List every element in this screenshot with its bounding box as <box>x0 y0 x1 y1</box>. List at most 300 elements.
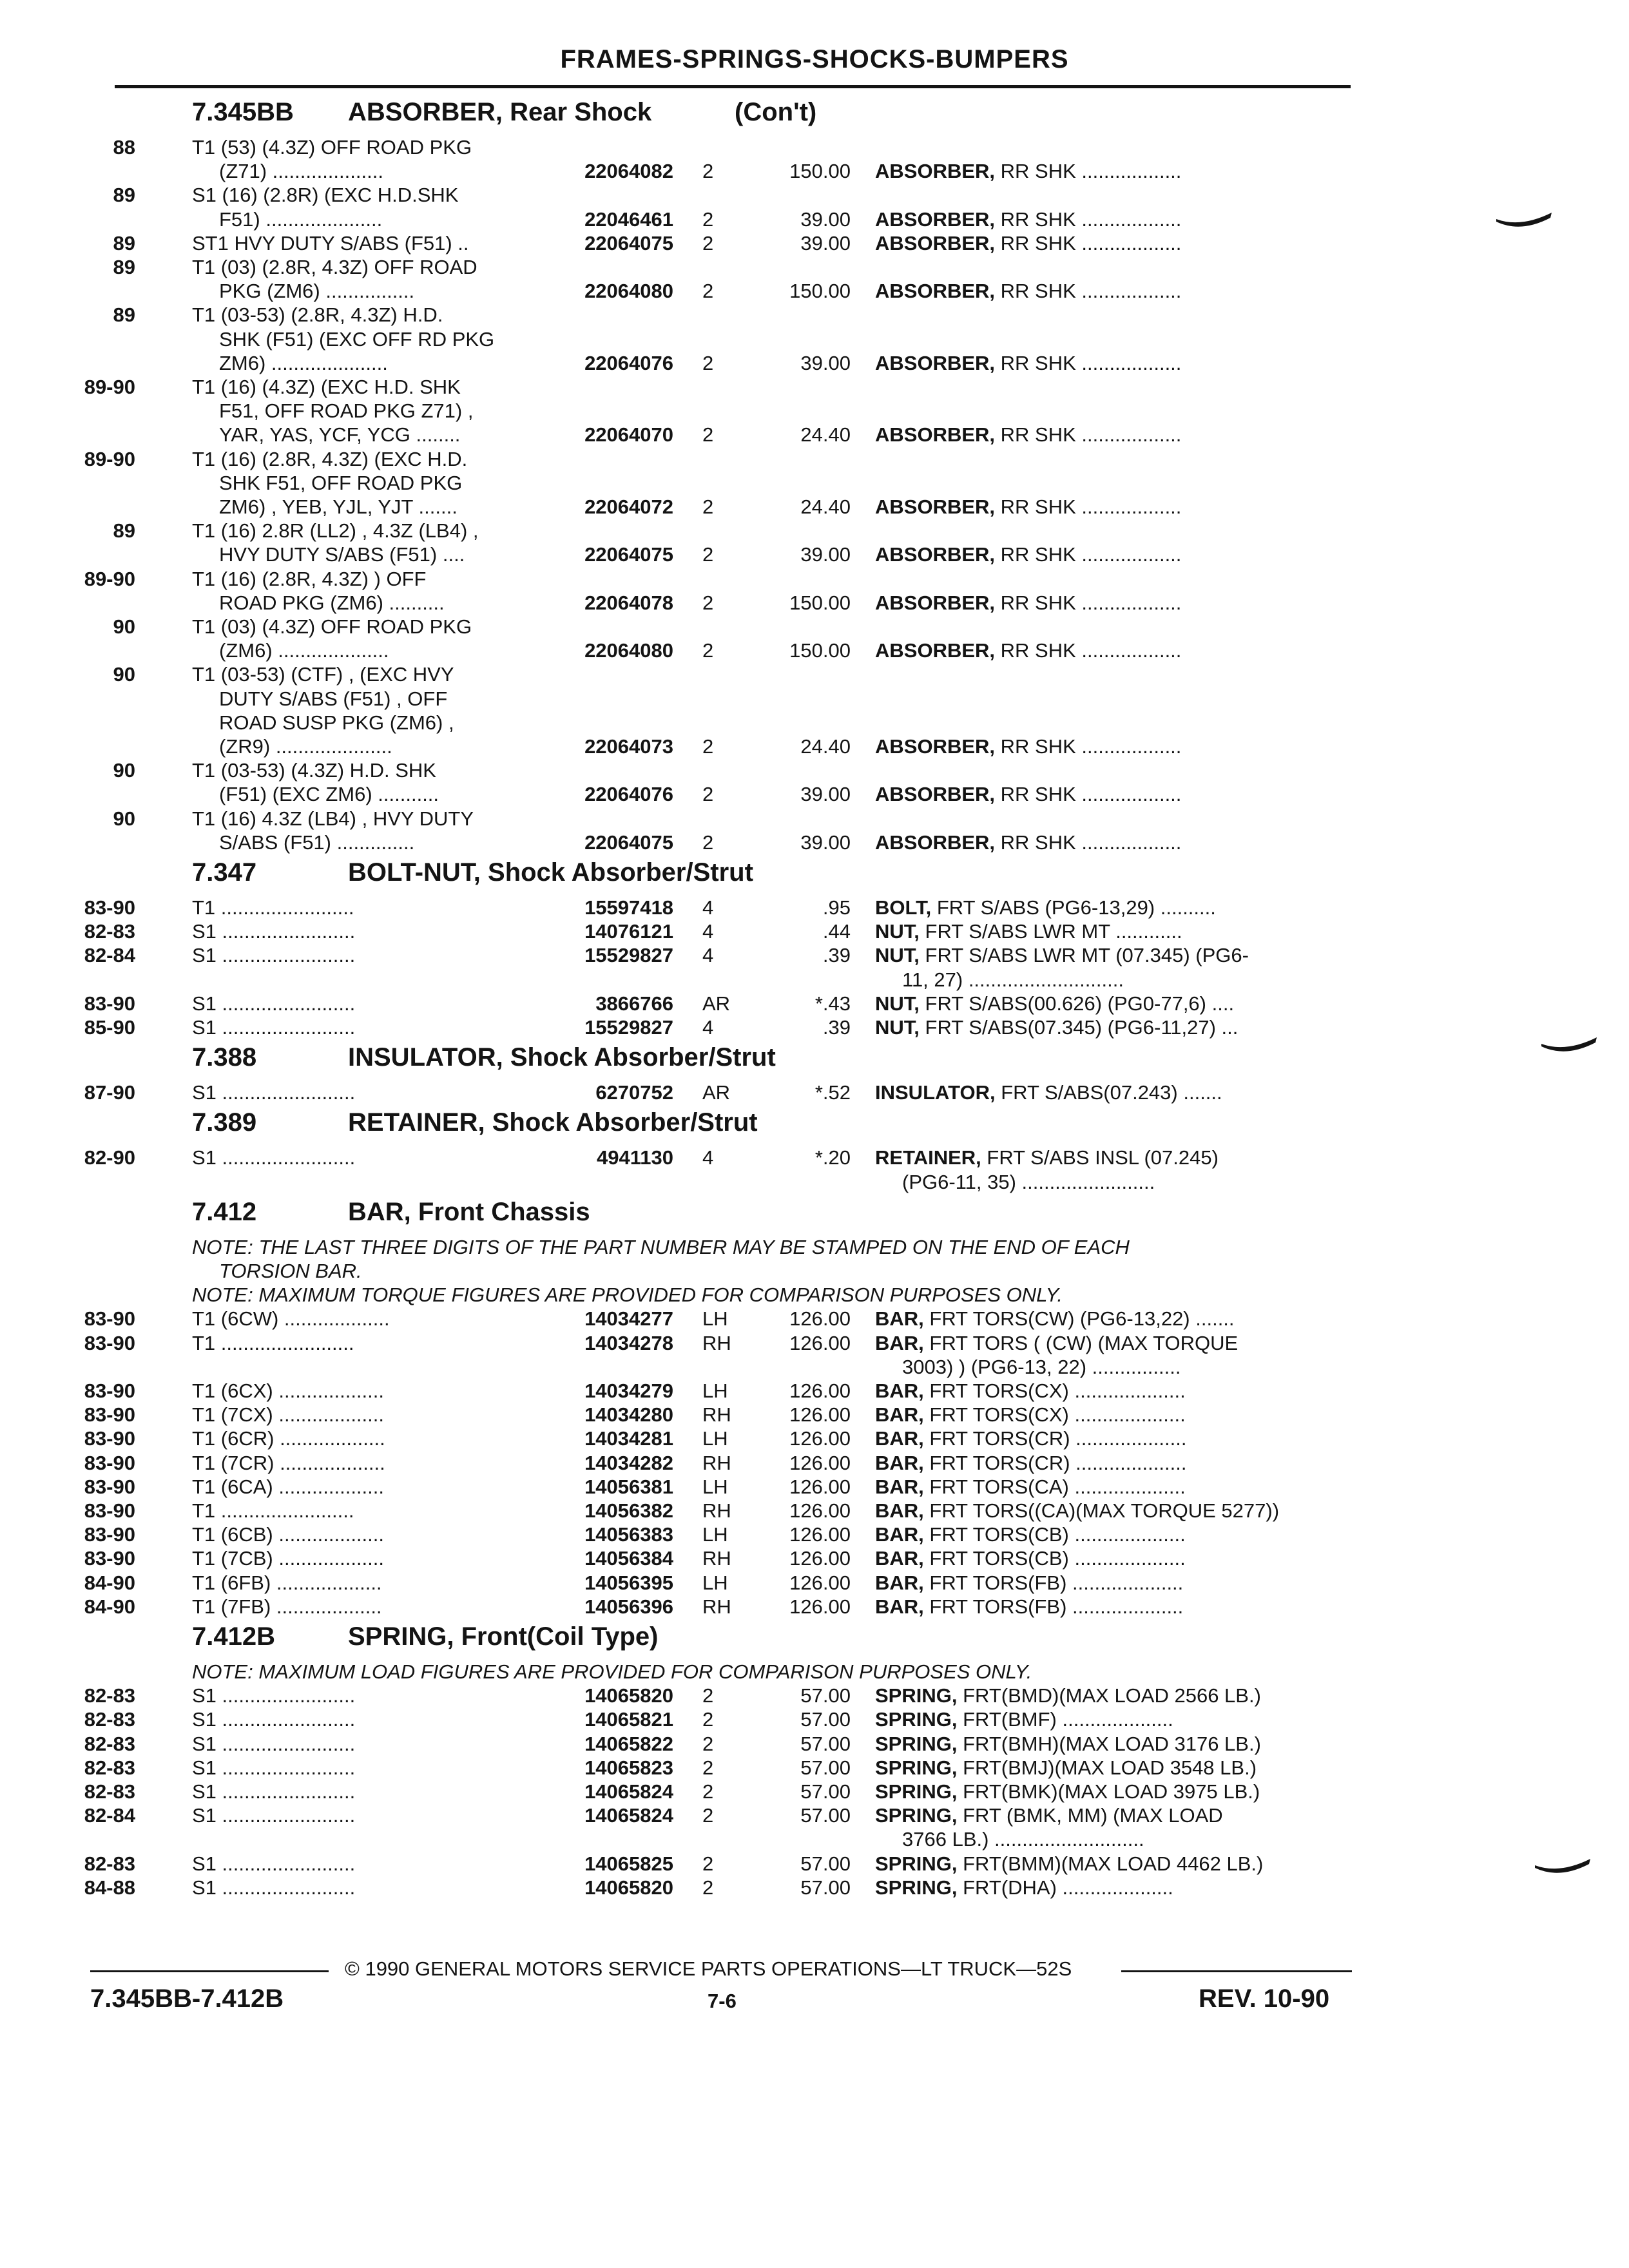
part-description: T1 (6FB) ................... <box>192 1571 382 1594</box>
model-years: 82-83 <box>84 1684 135 1707</box>
part-name <box>875 351 1345 375</box>
price: 150.00 <box>789 280 851 303</box>
quantity: 4 <box>702 1146 714 1169</box>
part-number: 14034280 <box>584 1403 673 1427</box>
part-number: 14056384 <box>584 1547 673 1570</box>
model-years: 89 <box>113 256 135 278</box>
part-name-bold: BAR, <box>875 1499 924 1522</box>
part-name-bold: BAR, <box>875 1331 924 1354</box>
section-note: NOTE: THE LAST THREE DIGITS OF THE PART NUMBER MAY BE STAMPED ON THE END OF EACH <box>192 1235 1130 1258</box>
part-name-detail: FRT TORS(CX) .................... <box>929 1403 1186 1427</box>
section-number: 7.347 <box>192 858 257 887</box>
part-name <box>875 992 1345 1015</box>
part-number: 4941130 <box>597 1146 673 1169</box>
part-name-detail: FRT TORS((CA)(MAX TORQUE 5277)) <box>929 1499 1280 1522</box>
part-name <box>875 159 1345 183</box>
part-number: 14034278 <box>584 1331 673 1354</box>
price: 57.00 <box>800 1852 851 1875</box>
model-years: 83-90 <box>84 1499 135 1522</box>
quantity: 2 <box>702 543 714 566</box>
quantity: 2 <box>702 280 714 303</box>
part-name <box>875 1546 1345 1570</box>
part-name-bold: NUT, <box>875 992 920 1015</box>
part-number: 14034282 <box>584 1451 673 1474</box>
part-name-detail: RR SHK .................. <box>1000 735 1182 758</box>
quantity: 2 <box>702 735 714 758</box>
price: 126.00 <box>789 1547 851 1570</box>
part-name-bold: BAR, <box>875 1523 924 1546</box>
part-description: T1 (6CA) ................... <box>192 1475 384 1498</box>
part-name-bold: ABSORBER, <box>875 231 996 255</box>
model-years: 84-90 <box>84 1571 135 1594</box>
checkmark-icon <box>1495 206 1553 232</box>
part-number: 14065820 <box>584 1876 673 1899</box>
part-name-bold: ABSORBER, <box>875 423 996 447</box>
price: 126.00 <box>789 1307 851 1331</box>
part-number: 22064082 <box>584 160 673 183</box>
part-number: 3866766 <box>595 992 673 1015</box>
part-number: 14056395 <box>584 1571 673 1594</box>
quantity: 2 <box>702 783 714 806</box>
part-name-detail: RR SHK .................. <box>1000 231 1182 255</box>
part-name <box>875 1780 1345 1803</box>
part-name <box>875 1081 1345 1104</box>
part-name <box>875 1499 1345 1523</box>
quantity: 2 <box>702 351 714 374</box>
quantity: LH <box>702 1475 728 1498</box>
price: 126.00 <box>789 1403 851 1427</box>
part-name-detail: 3003) ) (PG6-13, 22) ................ <box>902 1355 1181 1378</box>
part-name-detail: FRT TORS(CR) .................... <box>929 1427 1187 1450</box>
part-number: 15529827 <box>584 944 673 967</box>
part-name-detail: FRT(BMH)(MAX LOAD 3176 LB.) <box>963 1732 1261 1755</box>
part-name-bold: ABSORBER, <box>875 495 996 518</box>
part-name-detail: FRT(DHA) .................... <box>963 1876 1173 1899</box>
part-number: 14076121 <box>584 920 673 943</box>
part-number: 22064075 <box>584 543 673 566</box>
price: 24.40 <box>800 423 851 447</box>
part-name-bold: ABSORBER, <box>875 831 996 854</box>
part-name-detail: FRT TORS(CB) .................... <box>929 1523 1186 1546</box>
part-description: DUTY S/ABS (F51) , OFF <box>219 687 448 710</box>
part-description: T1 (53) (4.3Z) OFF ROAD PKG <box>192 136 472 159</box>
price: 126.00 <box>789 1523 851 1546</box>
price: 24.40 <box>800 495 851 518</box>
part-description: T1 (16) (2.8R, 4.3Z) (EXC H.D. <box>192 447 468 470</box>
part-name-detail: FRT TORS(FB) .................... <box>929 1595 1184 1618</box>
part-description: T1 (6CX) ................... <box>192 1379 384 1402</box>
footer-section-range: 7.345BB-7.412B <box>90 1984 284 2013</box>
model-years: 90 <box>113 759 135 782</box>
part-name <box>875 919 1345 943</box>
part-name-bold: ABSORBER, <box>875 280 996 303</box>
quantity: RH <box>702 1403 731 1427</box>
price: 126.00 <box>789 1427 851 1450</box>
part-name-bold: INSULATOR, <box>875 1081 996 1104</box>
quantity: AR <box>702 1081 731 1104</box>
quantity: 2 <box>702 1876 714 1899</box>
price: .39 <box>822 944 851 967</box>
price: 126.00 <box>789 1571 851 1594</box>
part-name-detail: FRT S/ABS(07.243) ....... <box>1001 1081 1222 1104</box>
price: 57.00 <box>800 1708 851 1731</box>
price: 150.00 <box>789 639 851 662</box>
part-description: HVY DUTY S/ABS (F51) .... <box>219 543 465 566</box>
part-number: 22064070 <box>584 423 673 447</box>
model-years: 82-83 <box>84 1780 135 1803</box>
part-description: F51, OFF ROAD PKG Z71) , <box>219 399 474 423</box>
part-name <box>875 1307 1345 1331</box>
part-number: 22064080 <box>584 639 673 662</box>
quantity: 4 <box>702 920 714 943</box>
part-description: S1 ........................ <box>192 1732 356 1755</box>
checkmark-icon <box>1540 1031 1598 1057</box>
quantity: 2 <box>702 639 714 662</box>
part-description: S1 ........................ <box>192 1780 356 1803</box>
part-description: T1 (7CX) ................... <box>192 1403 384 1427</box>
part-number: 22064076 <box>584 351 673 374</box>
part-name-detail: RR SHK .................. <box>1000 207 1182 231</box>
part-description: T1 (7CB) ................... <box>192 1547 384 1570</box>
part-description: (ZR9) ..................... <box>219 735 392 758</box>
price: 39.00 <box>800 543 851 566</box>
quantity: LH <box>702 1307 728 1331</box>
part-number: 22064075 <box>584 831 673 854</box>
part-number: 22064072 <box>584 495 673 518</box>
part-number: 14065823 <box>584 1756 673 1779</box>
quantity: 2 <box>702 1732 714 1755</box>
part-name-bold: ABSORBER, <box>875 735 996 758</box>
price: .39 <box>822 1016 851 1039</box>
part-description: PKG (ZM6) ................ <box>219 280 415 303</box>
part-name <box>875 1015 1345 1039</box>
part-name <box>875 1451 1345 1475</box>
part-name-bold: SPRING, <box>875 1780 958 1803</box>
part-description: S1 ........................ <box>192 1756 356 1779</box>
model-years: 82-83 <box>84 1708 135 1731</box>
part-name <box>875 1571 1345 1595</box>
part-name-bold: BAR, <box>875 1307 924 1331</box>
quantity: AR <box>702 992 731 1015</box>
part-number: 6270752 <box>595 1081 673 1104</box>
part-number: 22064073 <box>584 735 673 758</box>
quantity: LH <box>702 1427 728 1450</box>
footer-rule <box>90 1970 329 1972</box>
model-years: 89-90 <box>84 447 135 470</box>
part-description: T1 ........................ <box>192 1331 354 1354</box>
part-description: T1 (03) (2.8R, 4.3Z) OFF ROAD <box>192 256 477 278</box>
part-name-bold: ABSORBER, <box>875 783 996 806</box>
header-rule <box>115 85 1351 88</box>
part-name-bold: BAR, <box>875 1571 924 1594</box>
part-description: (Z71) .................... <box>219 160 383 183</box>
quantity: 2 <box>702 207 714 231</box>
part-name <box>875 1523 1345 1546</box>
quantity: 2 <box>702 591 714 614</box>
quantity: RH <box>702 1331 731 1354</box>
price: *.52 <box>815 1081 851 1104</box>
price: 126.00 <box>789 1595 851 1618</box>
model-years: 83-90 <box>84 1307 135 1331</box>
price: 57.00 <box>800 1876 851 1899</box>
price: 24.40 <box>800 735 851 758</box>
part-name-bold: BAR, <box>875 1451 924 1474</box>
quantity: 4 <box>702 896 714 919</box>
model-years: 83-90 <box>84 1523 135 1546</box>
quantity: 2 <box>702 1852 714 1875</box>
part-name-detail: RR SHK .................. <box>1000 160 1182 183</box>
part-description: S1 ........................ <box>192 1081 356 1104</box>
model-years: 89 <box>113 303 135 327</box>
quantity: LH <box>702 1523 728 1546</box>
section-name: SPRING, Front(Coil Type) <box>348 1622 659 1651</box>
price: 57.00 <box>800 1756 851 1779</box>
part-name-bold: SPRING, <box>875 1804 958 1827</box>
part-description: T1 (16) (4.3Z) (EXC H.D. SHK <box>192 376 461 398</box>
part-description: S1 ........................ <box>192 1016 356 1039</box>
part-description: T1 (03-53) (CTF) , (EXC HVY <box>192 663 454 686</box>
quantity: 2 <box>702 1684 714 1707</box>
part-name <box>875 231 1345 255</box>
model-years: 89 <box>113 184 135 207</box>
part-name-bold: BOLT, <box>875 896 932 919</box>
part-name-bold: SPRING, <box>875 1732 958 1755</box>
part-name <box>875 639 1345 662</box>
quantity: RH <box>702 1547 731 1570</box>
section-name: BAR, Front Chassis <box>348 1197 590 1226</box>
part-name-bold: NUT, <box>875 1016 920 1039</box>
part-description: T1 (6CB) ................... <box>192 1523 384 1546</box>
footer-page-number: 7-6 <box>708 1990 737 2012</box>
part-description: SHK F51, OFF ROAD PKG <box>219 471 463 494</box>
model-years: 83-90 <box>84 1331 135 1354</box>
part-number: 14056383 <box>584 1523 673 1546</box>
part-name <box>875 735 1345 758</box>
part-name <box>902 1170 1373 1194</box>
section-name: RETAINER, Shock Absorber/Strut <box>348 1108 758 1137</box>
part-number: 14034277 <box>584 1307 673 1331</box>
quantity: 2 <box>702 160 714 183</box>
quantity: 2 <box>702 1708 714 1731</box>
part-name-detail: FRT S/ABS(07.345) (PG6-11,27) ... <box>925 1016 1239 1039</box>
part-name-detail: RR SHK .................. <box>1000 543 1182 566</box>
part-name-detail: FRT(BMM)(MAX LOAD 4462 LB.) <box>963 1852 1264 1875</box>
part-description: (ZM6) .................... <box>219 639 389 662</box>
part-name-bold: BAR, <box>875 1427 924 1450</box>
section-number: 7.412 <box>192 1197 257 1226</box>
price: 39.00 <box>800 207 851 231</box>
quantity: 2 <box>702 1804 714 1827</box>
price: 126.00 <box>789 1475 851 1498</box>
price: 57.00 <box>800 1780 851 1803</box>
model-years: 84-90 <box>84 1595 135 1618</box>
section-note: NOTE: MAXIMUM LOAD FIGURES ARE PROVIDED FOR COMPARISON PURPOSES ONLY. <box>192 1660 1032 1683</box>
part-name <box>875 1403 1345 1427</box>
part-name <box>875 1852 1345 1876</box>
part-name <box>875 591 1345 615</box>
model-years: 82-83 <box>84 1852 135 1875</box>
part-description: ZM6) , YEB, YJL, YJT ....... <box>219 495 458 518</box>
section-note: TORSION BAR. <box>219 1260 362 1282</box>
part-number: 15529827 <box>584 1016 673 1039</box>
part-description: T1 (03) (4.3Z) OFF ROAD PKG <box>192 615 472 638</box>
section-note: NOTE: MAXIMUM TORQUE FIGURES ARE PROVIDED FOR COMPARISON PURPOSES ONLY. <box>192 1283 1063 1307</box>
model-years: 82-84 <box>84 1804 135 1827</box>
quantity: 2 <box>702 495 714 518</box>
part-number: 14056396 <box>584 1595 673 1618</box>
model-years: 88 <box>113 136 135 159</box>
part-name-detail: 11, 27) ............................ <box>902 968 1124 991</box>
model-years: 83-90 <box>84 896 135 919</box>
footer-rule <box>1121 1970 1352 1972</box>
part-number: 14056381 <box>584 1475 673 1498</box>
part-name-bold: RETAINER, <box>875 1146 981 1169</box>
price: 39.00 <box>800 783 851 806</box>
model-years: 83-90 <box>84 1379 135 1402</box>
part-description: T1 (16) (2.8R, 4.3Z) ) OFF <box>192 567 427 590</box>
price: .95 <box>822 896 851 919</box>
part-name-detail: RR SHK .................. <box>1000 351 1182 374</box>
price: *.43 <box>815 992 851 1015</box>
part-name <box>875 831 1345 854</box>
quantity: RH <box>702 1595 731 1618</box>
part-description: ZM6) ..................... <box>219 351 388 374</box>
part-name <box>875 1595 1345 1619</box>
part-name-detail: FRT S/ABS(00.626) (PG0-77,6) .... <box>925 992 1235 1015</box>
part-name <box>875 782 1345 806</box>
part-name-detail: (PG6-11, 35) ........................ <box>902 1170 1155 1193</box>
part-description: T1 (03-53) (2.8R, 4.3Z) H.D. <box>192 303 443 327</box>
part-name <box>875 423 1345 447</box>
part-name-detail: FRT TORS ( (CW) (MAX TORQUE <box>929 1331 1239 1354</box>
section-number: 7.412B <box>192 1622 275 1651</box>
part-number: 14065821 <box>584 1708 673 1731</box>
part-name-detail: FRT(BMJ)(MAX LOAD 3548 LB.) <box>963 1756 1257 1779</box>
part-description: S1 ........................ <box>192 1684 356 1707</box>
part-name-bold: ABSORBER, <box>875 639 996 662</box>
model-years: 85-90 <box>84 1016 135 1039</box>
part-name-detail: FRT TORS(CR) .................... <box>929 1451 1187 1474</box>
part-name-bold: SPRING, <box>875 1708 958 1731</box>
section-name: BOLT-NUT, Shock Absorber/Strut <box>348 858 753 887</box>
section-name: INSULATOR, Shock Absorber/Strut <box>348 1043 776 1072</box>
price: 57.00 <box>800 1732 851 1755</box>
part-name-detail: RR SHK .................. <box>1000 591 1182 614</box>
part-description: S/ABS (F51) .............. <box>219 831 415 854</box>
part-name-bold: NUT, <box>875 944 920 967</box>
model-years: 90 <box>113 615 135 638</box>
model-years: 90 <box>113 663 135 686</box>
model-years: 83-90 <box>84 992 135 1015</box>
part-name-bold: ABSORBER, <box>875 351 996 374</box>
part-name-bold: BAR, <box>875 1403 924 1427</box>
price: 39.00 <box>800 231 851 255</box>
part-name-detail: RR SHK .................. <box>1000 423 1182 447</box>
quantity: 2 <box>702 1756 714 1779</box>
quantity: LH <box>702 1571 728 1594</box>
part-description: SHK (F51) (EXC OFF RD PKG <box>219 327 495 351</box>
part-description: (F51) (EXC ZM6) ........... <box>219 783 439 806</box>
section-name: ABSORBER, Rear Shock <box>348 98 652 126</box>
part-number: 14065822 <box>584 1732 673 1755</box>
part-name-detail: FRT (BMK, MM) (MAX LOAD <box>963 1804 1223 1827</box>
price: 150.00 <box>789 591 851 614</box>
part-description: T1 ........................ <box>192 1499 354 1522</box>
model-years: 83-90 <box>84 1427 135 1450</box>
quantity: RH <box>702 1451 731 1474</box>
part-name-detail: FRT(BMF) .................... <box>963 1708 1173 1731</box>
part-name <box>875 896 1345 919</box>
part-name <box>875 279 1345 303</box>
part-number: 14065825 <box>584 1852 673 1875</box>
part-description: T1 (16) 2.8R (LL2) , 4.3Z (LB4) , <box>192 519 479 543</box>
part-name-detail: FRT S/ABS INSL (07.245) <box>987 1146 1219 1169</box>
part-description: T1 (03-53) (4.3Z) H.D. SHK <box>192 759 436 782</box>
part-name-detail: FRT TORS(CB) .................... <box>929 1547 1186 1570</box>
model-years: 89 <box>113 519 135 543</box>
part-name <box>875 495 1345 519</box>
price: 126.00 <box>789 1379 851 1402</box>
part-name <box>875 943 1345 967</box>
quantity: RH <box>702 1499 731 1522</box>
checkmark-icon <box>1534 1852 1592 1878</box>
model-years: 89-90 <box>84 376 135 398</box>
section-number: 7.389 <box>192 1108 257 1137</box>
part-number: 22046461 <box>584 207 673 231</box>
part-name-bold: ABSORBER, <box>875 160 996 183</box>
quantity: 4 <box>702 944 714 967</box>
part-name-detail: FRT TORS(FB) .................... <box>929 1571 1184 1594</box>
part-name <box>875 1146 1345 1169</box>
section-number: 7.345BB <box>192 98 294 126</box>
part-name <box>902 968 1373 992</box>
part-number: 15597418 <box>584 896 673 919</box>
part-name-bold: SPRING, <box>875 1684 958 1707</box>
part-description: T1 (6CR) ................... <box>192 1427 385 1450</box>
part-name-detail: FRT S/ABS LWR MT (07.345) (PG6- <box>925 944 1249 967</box>
part-number: 14056382 <box>584 1499 673 1522</box>
part-name <box>875 1331 1345 1355</box>
part-description: S1 ........................ <box>192 992 356 1015</box>
part-name-bold: ABSORBER, <box>875 543 996 566</box>
model-years: 84-88 <box>84 1876 135 1899</box>
part-name-detail: RR SHK .................. <box>1000 495 1182 518</box>
part-description: S1 (16) (2.8R) (EXC H.D.SHK <box>192 184 459 207</box>
part-name <box>875 1803 1345 1827</box>
part-name <box>875 1756 1345 1780</box>
part-name-detail: FRT TORS(CA) .................... <box>929 1475 1186 1498</box>
part-description: ROAD SUSP PKG (ZM6) , <box>219 711 454 734</box>
model-years: 87-90 <box>84 1081 135 1104</box>
part-name-bold: SPRING, <box>875 1852 958 1875</box>
part-name-bold: BAR, <box>875 1379 924 1402</box>
part-description: S1 ........................ <box>192 1146 356 1169</box>
footer-revision: REV. 10-90 <box>1199 1984 1330 2013</box>
part-description: ST1 HVY DUTY S/ABS (F51) .. <box>192 231 469 255</box>
part-description: F51) ..................... <box>219 207 383 231</box>
part-description: YAR, YAS, YCF, YCG ........ <box>219 423 461 447</box>
model-years: 82-83 <box>84 920 135 943</box>
part-description: T1 ........................ <box>192 896 354 919</box>
part-number: 14034281 <box>584 1427 673 1450</box>
part-description: S1 ........................ <box>192 920 356 943</box>
price: 57.00 <box>800 1684 851 1707</box>
quantity: 4 <box>702 1016 714 1039</box>
part-name-detail: 3766 LB.) ........................... <box>902 1828 1144 1851</box>
section-suffix: (Con't) <box>735 98 817 126</box>
price: 126.00 <box>789 1331 851 1354</box>
model-years: 89 <box>113 231 135 255</box>
